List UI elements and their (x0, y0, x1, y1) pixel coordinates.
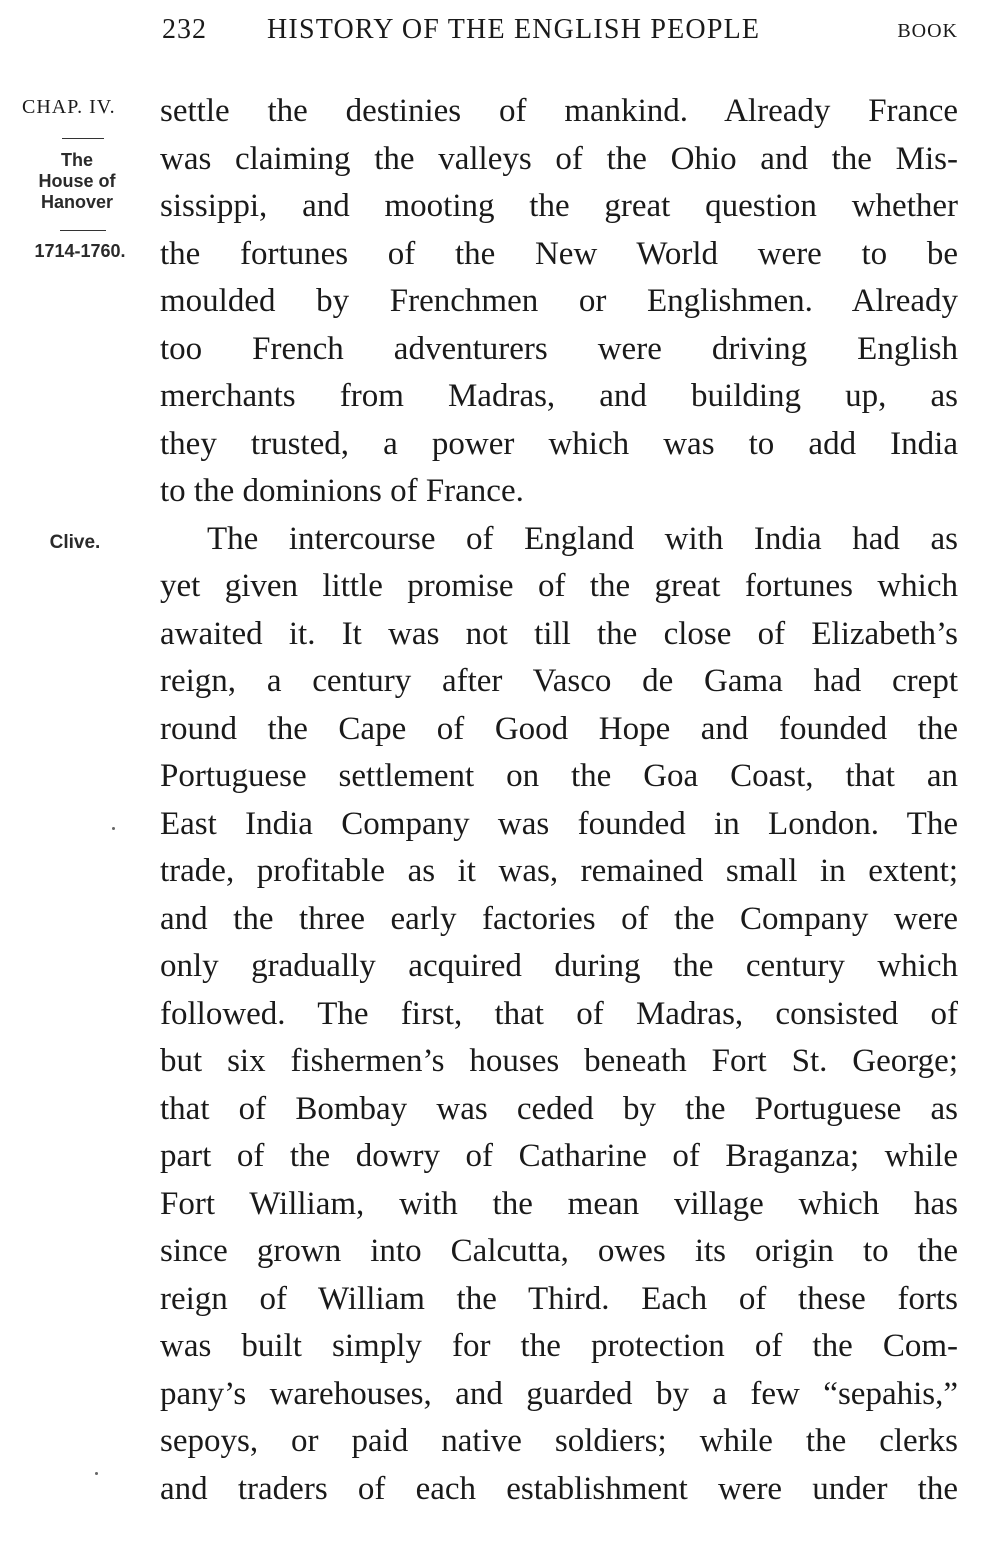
text-line: reign of William the Third. Each of these forts (160, 1280, 958, 1317)
text-line: The intercourse of England with India had as (207, 520, 958, 557)
running-title: HISTORY OF THE ENGLISH PEOPLE (267, 14, 761, 45)
text-line: Fort William, with the mean village which has (160, 1185, 958, 1222)
paper-speck (95, 1472, 98, 1475)
text-line: they trusted, a power which was to add India (160, 425, 958, 462)
margin-house-line1: The (60, 150, 93, 170)
text-line: East India Company was founded in London. The (160, 805, 958, 842)
text-line: sepoys, or paid native soldiers; while the clerks (160, 1423, 958, 1459)
text-line: too French adventurers were driving English (160, 330, 958, 367)
margin-dates: 1714-1760. (34, 241, 126, 261)
text-line: and traders of each establishment were under the (160, 1470, 958, 1507)
text-line: since grown into Calcutta, owes its origin to the (160, 1233, 958, 1269)
text-line: settle the destinies of mankind. Already France (160, 93, 958, 129)
running-head (160, 14, 960, 54)
margin-clive: Clive. (49, 532, 101, 553)
page-number: 232 (162, 14, 207, 45)
text-line: pany’s warehouses, and guarded by a few “sepahis,” (160, 1375, 958, 1412)
body-text (160, 88, 958, 1513)
paragraph-1 (160, 88, 958, 516)
text-line: merchants from Madras, and building up, as (160, 378, 958, 414)
text-line: Portuguese settlement on the Goa Coast, that an (160, 758, 958, 794)
paragraph-2 (160, 516, 958, 1514)
margin-house-of-hanover (22, 150, 132, 213)
margin-chapter: CHAP. IV. (22, 96, 116, 118)
text-line: trade, profitable as it was, remained small in extent; (160, 853, 958, 889)
margin-rule-top (62, 138, 104, 139)
text-line: the fortunes of the New World were to be (160, 235, 958, 272)
book-label: BOOK (897, 20, 958, 42)
text-line: and the three early factories of the Company were (160, 900, 958, 937)
text-line: part of the dowry of Catharine of Braganza; while (160, 1138, 958, 1174)
text-line: was claiming the valleys of the Ohio and the Mis- (160, 140, 958, 177)
text-line: moulded by Frenchmen or Englishmen. Already (160, 283, 958, 319)
text-line: only gradually acquired during the century which (160, 948, 958, 984)
margin-house-line3: Hanover (40, 192, 114, 212)
text-line: to the dominions of France. (160, 473, 524, 509)
text-line: was built simply for the protection of the Com- (160, 1328, 958, 1364)
text-line: followed. The first, that of Madras, consisted of (160, 995, 958, 1032)
text-line: awaited it. It was not till the close of Elizabeth’s (160, 615, 958, 652)
text-line: but six fishermen’s houses beneath Fort St. George; (160, 1043, 958, 1079)
text-line: round the Cape of Good Hope and founded the (160, 710, 958, 747)
text-line: reign, a century after Vasco de Gama had crept (160, 663, 958, 699)
margin-rule-bottom (60, 230, 106, 231)
text-line: yet given little promise of the great fortunes which (160, 568, 958, 604)
margin-house-line2: House of (38, 171, 116, 191)
text-line: sissippi, and mooting the great question whether (160, 188, 958, 224)
text-line: that of Bombay was ceded by the Portuguese as (160, 1090, 958, 1127)
paper-speck (112, 827, 115, 830)
